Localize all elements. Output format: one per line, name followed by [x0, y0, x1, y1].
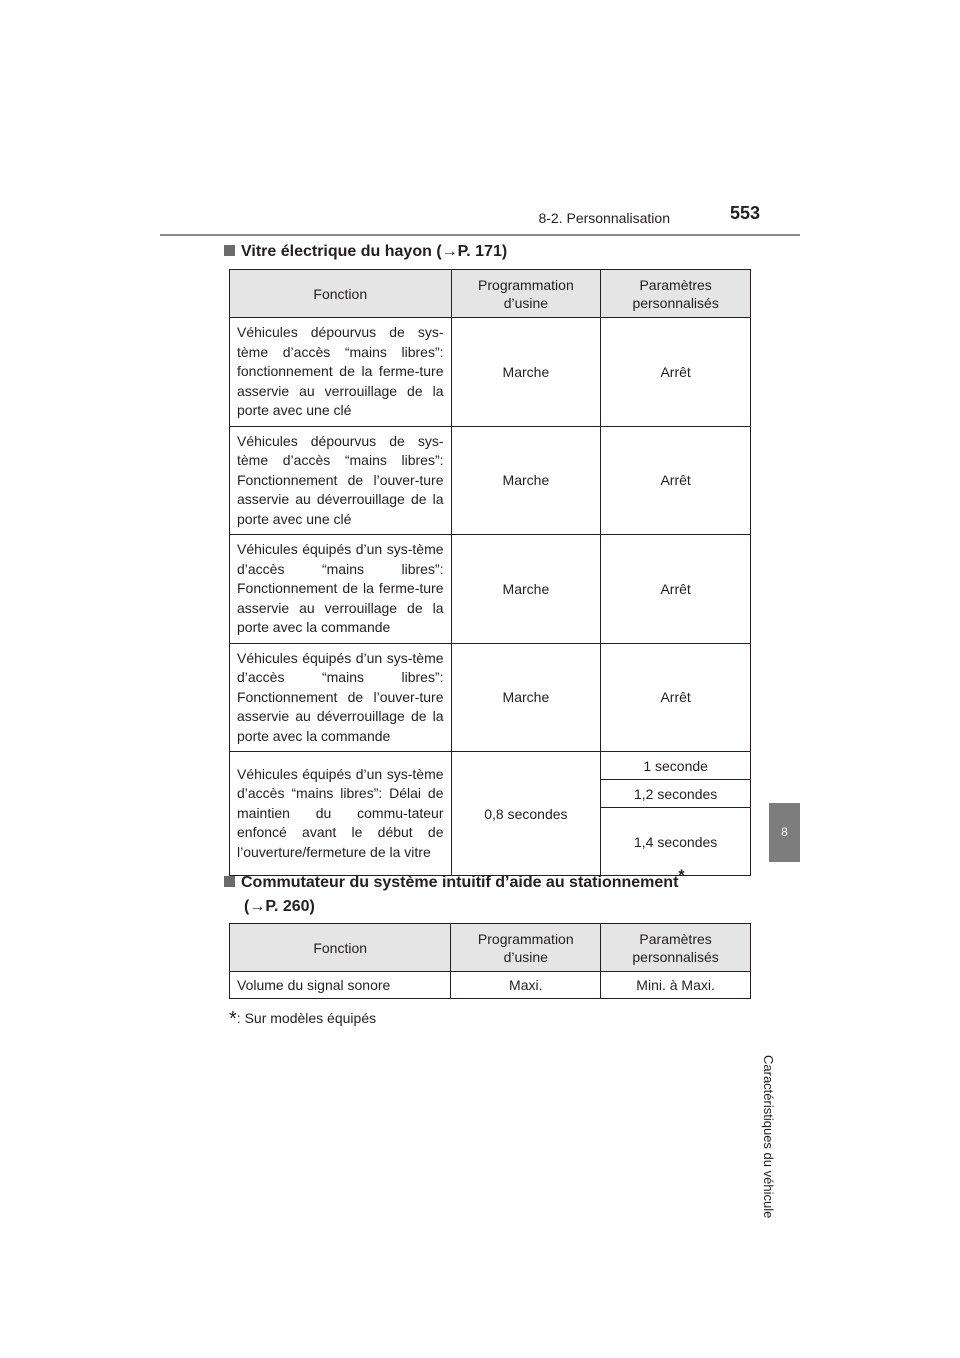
col-header-fonction: Fonction	[230, 270, 452, 318]
header-divider	[160, 234, 800, 236]
cell-perso: Arrêt	[601, 318, 751, 427]
cell-perso: Mini. à Maxi.	[601, 972, 751, 999]
settings-table-parking	[229, 923, 751, 999]
table-header-row	[230, 924, 751, 972]
cell-fonction: Véhicules équipés d’un sys-tème d’accès “mains libres”: Fonctionnement de la ferme-ture asservie au verrouillage de la porte avec la commande	[230, 535, 452, 644]
chapter-label: Caractéristiques du véhicule	[761, 1055, 776, 1219]
table-row	[230, 972, 751, 999]
section-heading	[228, 867, 685, 892]
table-row	[230, 426, 751, 535]
cell-usine: Marche	[451, 426, 601, 535]
heading-text: Commutateur du système intuitif d’aide au stationnement	[241, 874, 679, 891]
footnote-mark: *	[678, 867, 685, 885]
chapter-tab: 8	[769, 803, 800, 862]
table-row	[230, 318, 751, 427]
cell-usine: Maxi.	[451, 972, 601, 999]
cell-perso-option: 1,2 secondes	[601, 780, 751, 808]
square-bullet-icon	[224, 245, 235, 256]
cell-fonction: Véhicules équipés d’un sys-tème d’accès “mains libres”: Fonctionnement de l’ouver-ture asservie au déverrouillage de la porte avec la commande	[230, 643, 452, 752]
col-header-perso: Paramètres personnalisés	[601, 270, 751, 318]
table-row	[230, 643, 751, 752]
section-heading	[228, 243, 507, 261]
cell-perso: Arrêt	[601, 643, 751, 752]
cell-fonction: Volume du signal sonore	[230, 972, 451, 999]
footnote-text: : Sur modèles équipés	[236, 1010, 377, 1026]
col-header-usine: Programmation d’usine	[451, 924, 601, 972]
col-header-usine: Programmation d’usine	[451, 270, 601, 318]
col-header-fonction: Fonction	[230, 924, 451, 972]
page-header	[160, 200, 800, 236]
cell-fonction: Véhicules dépourvus de sys-tème d’accès “mains libres”: fonctionnement de la ferme-ture asservie au verrouillage de la porte avec une clé	[230, 318, 452, 427]
cell-usine: Marche	[451, 318, 601, 427]
cell-usine: Marche	[451, 643, 601, 752]
cell-usine: Marche	[451, 535, 601, 644]
cell-usine: 0,8 secondes	[451, 752, 601, 876]
cell-fonction: Véhicules équipés d’un sys-tème d’accès “mains libres”: Délai de maintien du commu-tateur enfoncé avant le début de l’ouverture/fermeture de la vitre	[230, 752, 452, 876]
square-bullet-icon	[224, 876, 235, 887]
cell-fonction: Véhicules dépourvus de sys-tème d’accès “mains libres”: Fonctionnement de l’ouver-ture asservie au déverrouillage de la porte avec une clé	[230, 426, 452, 535]
footnote	[229, 1008, 376, 1031]
page-number: 553	[729, 203, 760, 223]
cell-perso: Arrêt	[601, 426, 751, 535]
heading-text: Vitre électrique du hayon (→P. 171)	[241, 243, 508, 260]
table-header-row	[230, 270, 751, 318]
cell-perso: Arrêt	[601, 535, 751, 644]
table-row	[230, 535, 751, 644]
section-title: 8-2. Personnalisation	[538, 210, 670, 226]
table-row	[230, 752, 751, 780]
page-reference: (→P. 260)	[244, 898, 315, 915]
footnote-mark: *	[229, 1008, 237, 1030]
settings-table-hayon	[229, 269, 751, 876]
cell-perso-option: 1 seconde	[601, 752, 751, 780]
col-header-perso: Paramètres personnalisés	[601, 924, 751, 972]
cell-perso-option: 1,4 secondes	[601, 808, 751, 876]
